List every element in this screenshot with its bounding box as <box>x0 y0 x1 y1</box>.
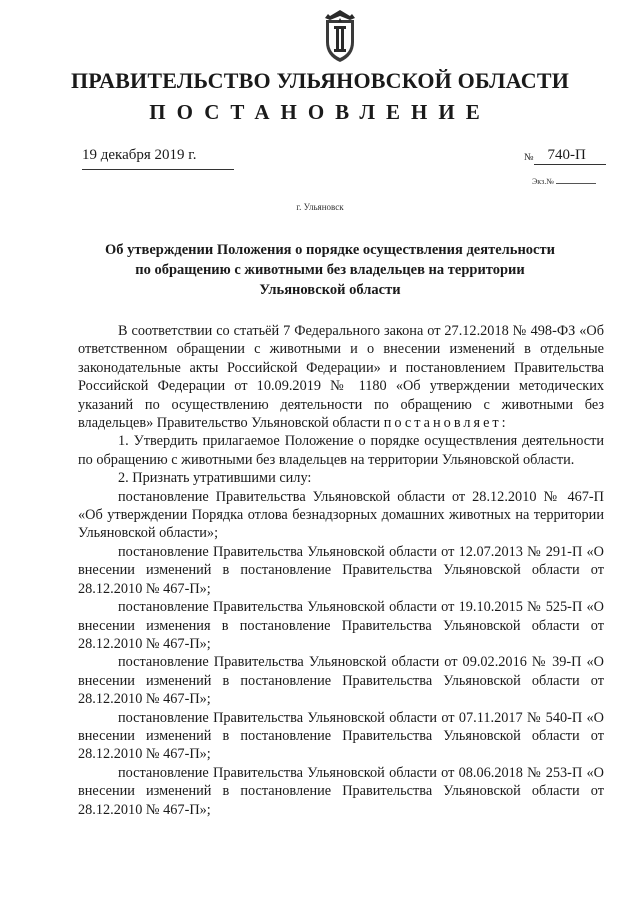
repealed-item: постановление Правительства Ульяновской области от 09.02.2016 № 39-П «О внесении изменений в постановление Правительства Ульяновской области от 28.12.2010 № 467-П»; <box>78 654 604 708</box>
decree-date: 19 декабря 2019 г. <box>82 147 234 170</box>
repealed-item: постановление Правительства Ульяновской области от 12.07.2013 № 291-П «О внесении изменений в постановление Правительства Ульяновской области от 28.12.2010 № 467-П»; <box>78 543 604 597</box>
number-sign: № <box>524 152 534 163</box>
document-body <box>78 322 604 819</box>
repealed-item: постановление Правительства Ульяновской области от 07.11.2017 № 540-П «О внесении изменений в постановление Правительства Ульяновской области от 28.12.2010 № 467-П»; <box>78 709 604 763</box>
repealed-item: постановление Правительства Ульяновской области от 28.12.2010 № 467-П «Об утверждении Порядка отлова безнадзорных домашних животных на территории Ульяновской области»; <box>78 488 604 542</box>
coat-of-arms-icon <box>318 8 362 64</box>
copy-number <box>532 177 596 186</box>
document-title: Об утверждении Положения о порядке осуществления деятельности по обращению с животными без владельцев на территории Ульяновской области <box>105 242 555 298</box>
item-2-paragraph: 2. Признать утратившими силу: <box>118 470 312 487</box>
government-heading: ПРАВИТЕЛЬСТВО УЛЬЯНОВСКОЙ ОБЛАСТИ <box>70 68 570 93</box>
city-line: г. Ульяновск <box>296 202 344 212</box>
decree-number <box>524 147 606 165</box>
document-type-heading: ПОСТАНОВЛЕНИЕ <box>149 100 491 124</box>
repealed-item: постановление Правительства Ульяновской области от 08.06.2018 № 253-П «О внесении изменений в постановление Правительства Ульяновской области от 28.12.2010 № 467-П»; <box>78 764 604 818</box>
repealed-item: постановление Правительства Ульяновской области от 19.10.2015 № 525-П «О внесении изменения в постановление Правительства Ульяновской области от 28.12.2010 № 467-П»; <box>78 599 604 652</box>
item-1-paragraph: 1. Утвердить прилагаемое Положение о порядке осуществления деятельности по обращению с животными без владельцев на территории Ульяновской области. <box>78 433 604 468</box>
copy-label: Экз.№ <box>532 177 554 186</box>
number-value: 740-П <box>534 147 606 165</box>
preamble-paragraph: В соответствии со статьёй 7 Федерального закона от 27.12.2018 № 498-ФЗ «Об ответственном обращении с животными и о внесении изменений в отдельные законодательные акты Российской Федерации» и постановлением Правительства Российской Федерации от 10.09.2019 № 1180 «Об утверждении методических указаний по осуществлению деятельности по обращению с животными без владельцев» Правительство Ульяновской области постановляет: <box>78 323 604 432</box>
resolves-word: постановляет: <box>383 415 509 432</box>
copy-number-blank <box>556 183 596 184</box>
